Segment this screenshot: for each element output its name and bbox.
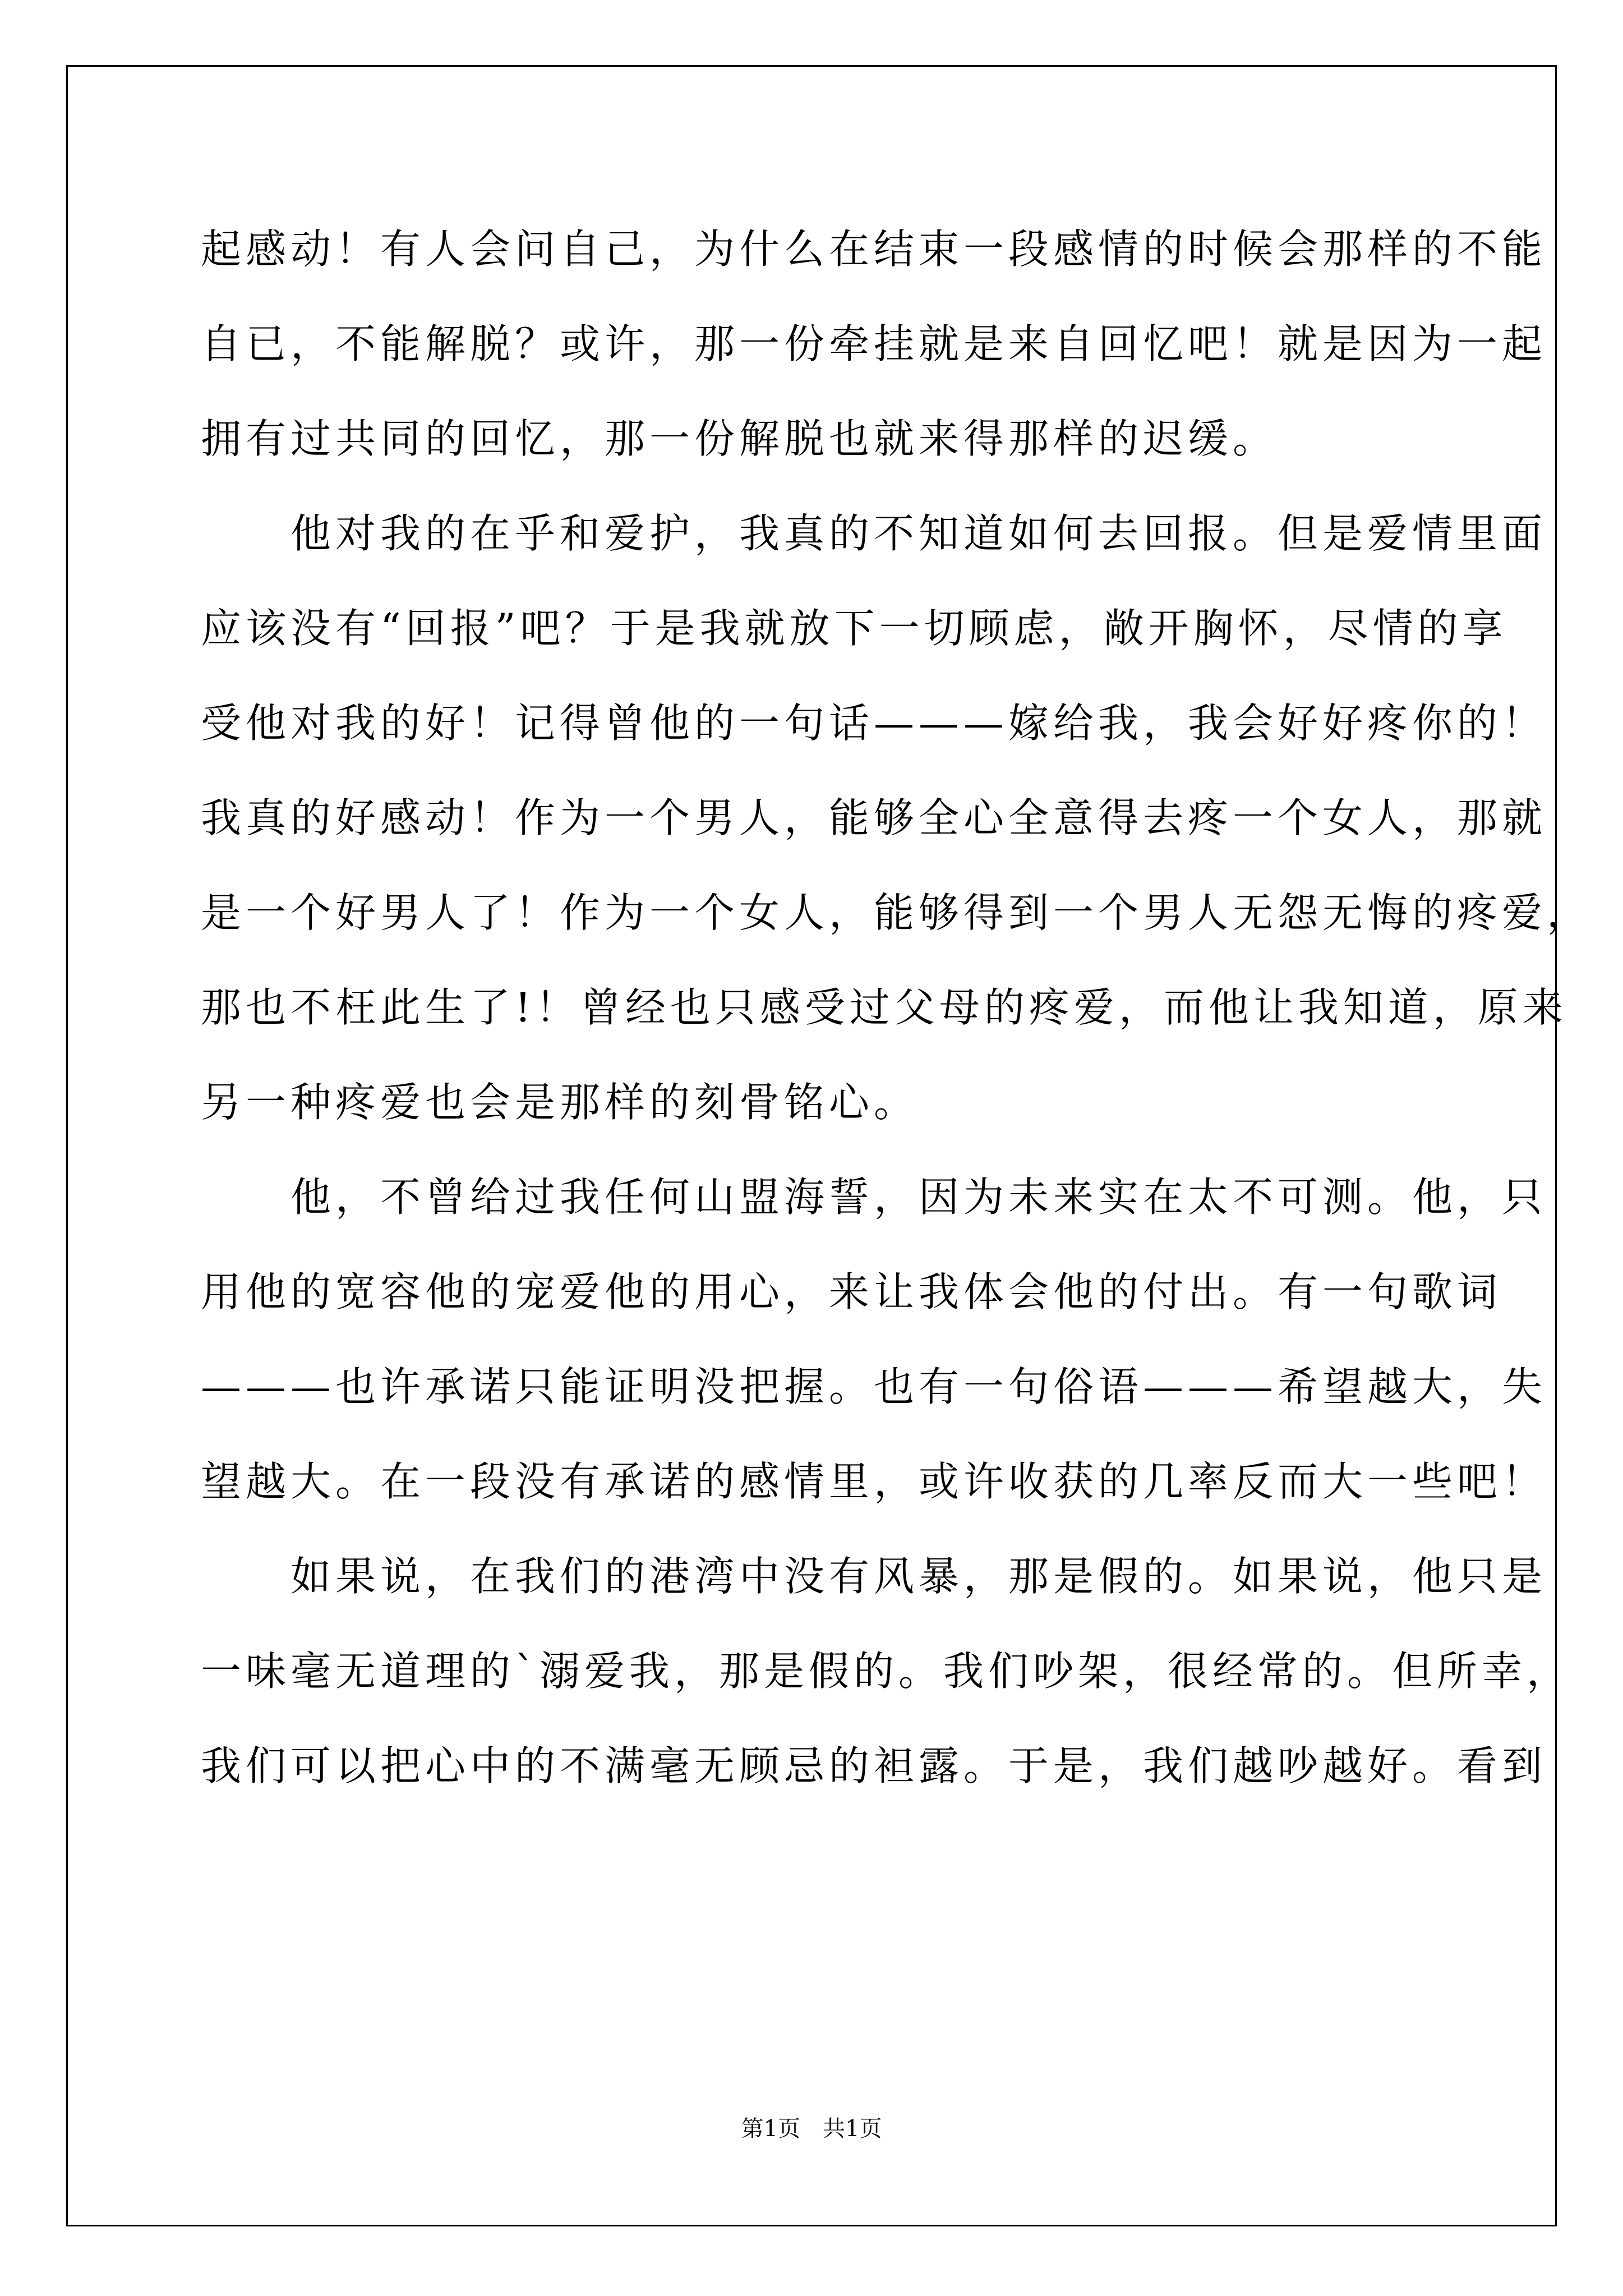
text-line: 另一种疼爱也会是那样的刻骨铭心。 (201, 1079, 919, 1126)
text-line: ———也许承诺只能证明没把握。也有一句俗语———希望越大，失 (201, 1363, 1547, 1410)
text-line: 应该没有“回报”吧？于是我就放下一切顾虑，敞开胸怀，尽情的享 (201, 605, 1507, 652)
text-line: 那也不枉此生了!！曾经也只感受过父母的疼爱，而他让我知道，原来 (201, 984, 1567, 1031)
text-line: 他对我的在乎和爱护，我真的不知道如何去回报。但是爱情里面 (201, 510, 1547, 557)
text-line: 起感动！有人会问自己，为什么在结束一段感情的时候会那样的不能 (201, 226, 1547, 273)
text-line: 是一个好男人了！作为一个女人，能够得到一个男人无怨无悔的疼爱， (201, 889, 1592, 936)
text-line: 望越大。在一段没有承诺的感情里，或许收获的几率反而大一些吧！ (201, 1458, 1547, 1505)
text-line: 自已，不能解脱？或许，那一份牵挂就是来自回忆吧！就是因为一起 (201, 320, 1547, 367)
page-border (66, 65, 1557, 2226)
text-line: 我们可以把心中的不满毫无顾忌的袒露。于是，我们越吵越好。看到 (201, 1742, 1547, 1789)
text-line: 用他的宽容他的宠爱他的用心，来让我体会他的付出。有一句歌词 (201, 1268, 1502, 1315)
text-line: 一味毫无道理的`溺爱我，那是假的。我们吵架，很经常的。但所幸， (201, 1648, 1572, 1695)
page-footer: 第1页 共1页 (741, 2116, 882, 2142)
text-line: 拥有过共同的回忆，那一份解脱也就来得那样的迟缓。 (201, 415, 1278, 462)
text-line: 如果说，在我们的港湾中没有风暴，那是假的。如果说，他只是 (201, 1553, 1547, 1600)
text-line: 受他对我的好！记得曾他的一句话———嫁给我，我会好好疼你的！ (201, 700, 1547, 747)
text-line: 我真的好感动！作为一个男人，能够全心全意得去疼一个女人，那就 (201, 794, 1547, 841)
text-line: 他，不曾给过我任何山盟海誓，因为未来实在太不可测。他，只 (201, 1174, 1547, 1221)
